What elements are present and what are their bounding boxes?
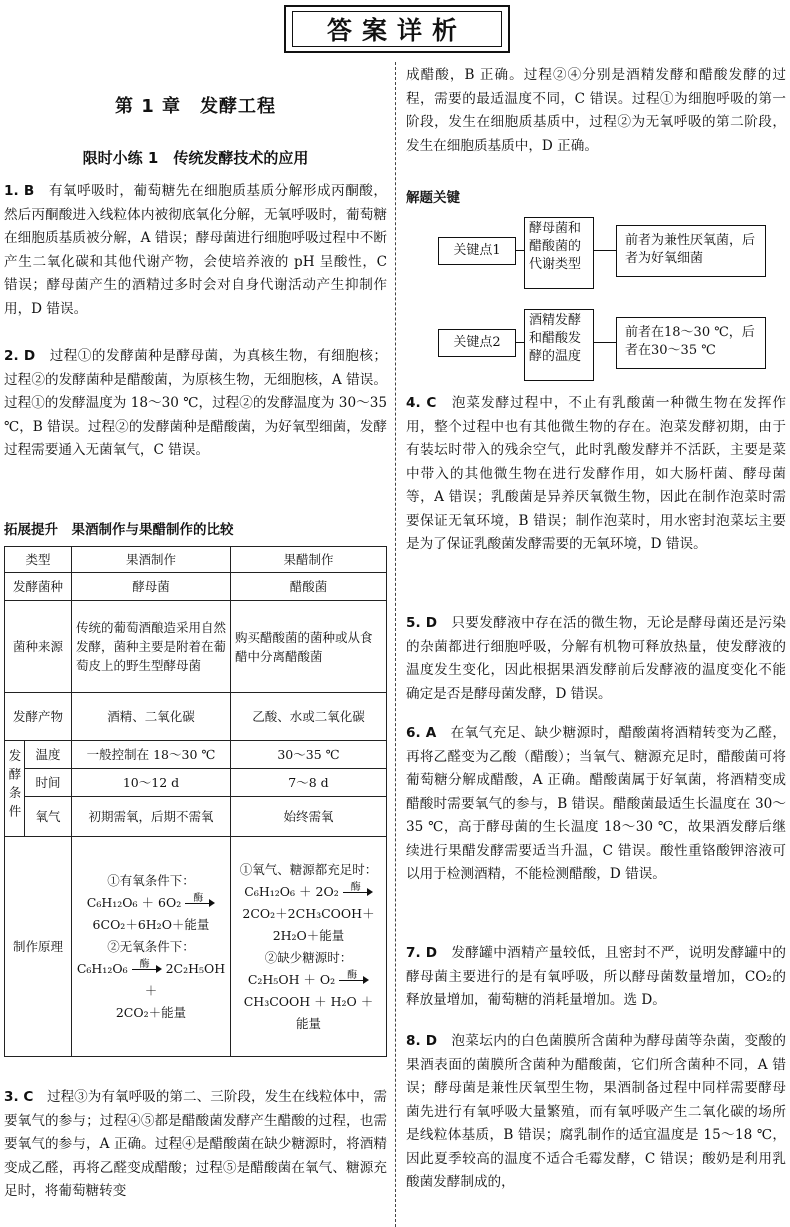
formula-text: C₆H₁₂O₆ [76, 960, 128, 976]
table-row [5, 741, 387, 769]
table-cell: 制作原理 [5, 837, 72, 1057]
conditions-label: 发酵条件 [7, 749, 22, 823]
formula-line [235, 969, 382, 991]
table-row [5, 601, 387, 693]
connector-line [516, 250, 524, 251]
answer-7-number: 7. D [406, 945, 438, 961]
table-header-cell: 果醋制作 [231, 547, 387, 573]
table-row [5, 769, 387, 797]
table-cell: 30～35 ℃ [231, 741, 387, 769]
formula-line: 2CO₂＋2CH₃COOH＋ [242, 905, 375, 921]
table-cell: 酵母菌 [72, 573, 231, 601]
formula-line: CH₃COOH ＋ H₂O ＋ [243, 993, 374, 1009]
answer-1-text: 有氧呼吸时，葡萄糖先在细胞质基质分解形成丙酮酸，然后丙酮酸进入线粒体内被彻底氧化分解，无氧呼吸时，葡萄糖在细胞质基质被分解，A 错误；酵母菌进行细胞呼吸过程中不断产生二氧化碳和其他代谢产物，会使培养液的 pH 呈酸性，C 错误；酵母菌产生的酒精过多时会对自身代谢活动产生抑制作用，D 错误。 [4, 183, 388, 317]
answer-6-text: 在氧气充足、缺少糖源时，醋酸菌将酒精转变为乙醛，再将乙醛变为乙酸（醋酸）；当氧气、糖源充足时，醋酸菌可将葡萄糖分解成醋酸，A 正确。醋酸菌属于好氧菌，将酒精变成醋酸时需要氧气的参与，B 错误。醋酸菌最适生长温度在 30～35 ℃，高于酵母菌的生长温度 18～30 ℃，故果酒发酵后继续进行果醋发酵需要适当升温，C 错误。酸性重铬酸钾溶液可以用于检测酒精，不能检测醋酸，D 错误。 [406, 725, 787, 882]
wine-formula [72, 837, 231, 1057]
table-cell: 发酵产物 [5, 693, 72, 741]
table-cell: 传统的葡萄酒酿造采用自然发酵，菌种主要是附着在葡萄皮上的野生型酵母菌 [72, 601, 231, 693]
key-point-2-detail: 前者在18～30 ℃，后者在30～35 ℃ [616, 317, 766, 369]
table-cell: 购买醋酸菌的菌种或从食醋中分离醋酸菌 [231, 601, 387, 693]
key-point-1: 关键点1 [438, 237, 516, 265]
answer-8 [406, 1030, 786, 1195]
formula-text: C₂H₅OH ＋ O₂ [247, 971, 336, 987]
table-cell: 氧气 [25, 797, 72, 837]
answer-4-text: 泡菜发酵过程中，不止有乳酸菌一种微生物在发挥作用，整个过程中也有其他微生物的存在。泡菜发酵初期，由于有装坛时带入的残余空气，此时乳酸发酵并不活跃，主要是菜中带入的其他微生物在进行发酵作用，如大肠杆菌、酵母菌等，A 错误；乳酸菌是异养厌氧微生物，因此在制作泡菜时需要保证无氧环境，B 错误；制作泡菜时，用水密封泡菜坛主要是为了保证乳酸菌发酵需要的无氧环境，D 错误。 [406, 395, 786, 552]
table-cell: 菌种来源 [5, 601, 72, 693]
table-cell: 温度 [25, 741, 72, 769]
formula-line: ②无氧条件下： [107, 938, 195, 954]
answer-7-text: 发酵罐中酒精产量较低，且密封不严，说明发酵罐中的酵母菌主要进行的是有氧呼吸，所以酵母菌数量增加，CO₂的释放量增加，葡萄糖的消耗量增加。选 D。 [406, 945, 787, 1008]
key-point-1-topic: 酵母菌和醋酸菌的代谢类型 [524, 217, 594, 289]
enzyme-arrow [343, 882, 373, 897]
answer-3-number: 3. C [4, 1089, 34, 1105]
answer-3-continued: 成醋酸，B 正确。过程②④分别是酒精发酵和醋酸发酵的过程，需要的最适温度不同，C 错误。过程①为细胞呼吸的第一阶段，发生在细胞质基质中，过程②为无氧呼吸的第二阶段，发生在细胞质基质中，D 正确。 [406, 67, 786, 154]
table-row [5, 837, 387, 1057]
comparison-table [4, 546, 387, 1057]
key-point-1-detail: 前者为兼性厌氧菌，后者为好氧细菌 [616, 225, 766, 277]
formula-text: 2C₂H₅OH＋ [144, 960, 226, 998]
answer-8-text: 泡菜坛内的白色菌膜所含菌种为酵母菌等杂菌，变酸的果酒表面的菌膜所含菌种为醋酸菌，它们所含菌种不同，A 错误；酵母菌是兼性厌氧型生物，果酒制备过程中同样需要酵母菌先进行有氧呼吸大量繁殖，而有氧呼吸产生二氧化碳的场所是线粒体基质，B 错误；腐乳制作的适宜温度是 15～18 ℃，因此夏季较高的温度不适合毛霉发酵，C 错误；酸奶是利用乳酸菌发酵制成的， [406, 1033, 787, 1190]
table-cell: 醋酸菌 [231, 573, 387, 601]
formula-line: ①氧气、糖源都充足时： [239, 861, 378, 877]
enzyme-label: 酶 [347, 970, 358, 981]
table-header-cell: 果酒制作 [72, 547, 231, 573]
enzyme-arrow [339, 970, 369, 985]
chapter-title: 第 1 章 发酵工程 [114, 96, 277, 117]
table-cell: 酒精、二氧化碳 [72, 693, 231, 741]
table-cell: 始终需氧 [231, 797, 387, 837]
formula-line [76, 958, 226, 1002]
answer-1-number: 1. B [4, 183, 35, 199]
connector-line [516, 342, 524, 343]
answer-4 [406, 392, 786, 557]
answer-4-number: 4. C [406, 395, 437, 411]
answer-6 [406, 722, 786, 887]
answer-1 [4, 180, 387, 321]
formula-line [235, 881, 382, 903]
answer-2 [4, 345, 387, 463]
table-header-cell: 类型 [5, 547, 72, 573]
formula-text: C₆H₁₂O₆ ＋ 6O₂ [86, 894, 182, 910]
answer-7 [406, 942, 786, 1013]
formula-line: 2CO₂＋能量 [115, 1004, 187, 1020]
key-points-diagram [406, 205, 786, 383]
key-point-2: 关键点2 [438, 329, 516, 357]
connector-line [594, 342, 616, 343]
answer-8-number: 8. D [406, 1033, 438, 1049]
table-cell: 7～8 d [231, 769, 387, 797]
answer-2-text: 过程①的发酵菌种是酵母菌，为真核生物，有细胞核；过程②的发酵菌种是醋酸菌，为原核生物，无细胞核，A 错误。过程①的发酵温度为 18～30 ℃，过程②的发酵温度为 30～35 ℃，B 错误。过程②的发酵菌种是醋酸菌，为好氧型细菌，发酵过程需要通入无菌氧气，C 错误。 [4, 348, 388, 458]
formula-line: 能量 [295, 1015, 321, 1031]
answer-5-number: 5. D [406, 615, 438, 631]
formula-line: ②缺少糖源时： [264, 949, 353, 965]
expand-title: 果酒制作与果醋制作的比较 [71, 522, 234, 538]
section-title: 限时小练 1 传统发酵技术的应用 [82, 149, 309, 167]
table-row [5, 573, 387, 601]
answer-5 [406, 612, 786, 706]
answer-3 [4, 1086, 387, 1204]
formula-line: 6CO₂＋6H₂O＋能量 [92, 916, 210, 932]
vinegar-formula [231, 837, 387, 1057]
column-divider [395, 62, 396, 1227]
connector-line [594, 250, 616, 251]
key-heading: 解题关键 [406, 190, 460, 206]
formula-line: 2H₂O＋能量 [272, 927, 345, 943]
table-cell: 10～12 d [72, 769, 231, 797]
answer-2-number: 2. D [4, 348, 36, 364]
answer-3-text: 过程③为有氧呼吸的第二、三阶段，发生在线粒体中，需要氧气的参与；过程④⑤都是醋酸菌发酵产生醋酸的过程，也需要氧气的参与，A 正确。过程④是醋酸菌在缺少糖源时，将酒精变成乙醛，再将乙醛变成醋酸；过程⑤是醋酸菌在氧气、糖源充足时，将葡萄糖转变 [4, 1089, 388, 1199]
table-cell: 初期需氧，后期不需氧 [72, 797, 231, 837]
table-cell [5, 741, 25, 837]
enzyme-label: 酶 [193, 893, 204, 904]
page-banner [284, 5, 510, 53]
table-row [5, 797, 387, 837]
expand-label: 拓展提升 [4, 522, 58, 538]
enzyme-arrow [185, 893, 215, 908]
table-cell: 乙酸、水或二氧化碳 [231, 693, 387, 741]
key-point-2-topic: 酒精发酵和醋酸发酵的温度 [524, 309, 594, 381]
banner-title: 答案详析 [326, 16, 467, 45]
table-cell: 发酵菌种 [5, 573, 72, 601]
enzyme-label: 酶 [139, 959, 150, 970]
table-cell: 时间 [25, 769, 72, 797]
table-row [5, 693, 387, 741]
table-cell: 一般控制在 18～30 ℃ [72, 741, 231, 769]
enzyme-arrow [132, 959, 162, 974]
table-row [5, 547, 387, 573]
answer-6-number: 6. A [406, 725, 437, 741]
enzyme-label: 酶 [350, 882, 361, 893]
formula-line: ①有氧条件下： [107, 872, 195, 888]
formula-line [76, 892, 226, 914]
expand-heading [4, 518, 234, 538]
formula-text: C₆H₁₂O₆ ＋ 2O₂ [244, 883, 339, 899]
answer-5-text: 只要发酵液中存在活的微生物，无论是酵母菌还是污染的杂菌都进行细胞呼吸，分解有机物可释放热量，使发酵液的温度发生变化，因此根据果酒发酵前后发酵液的温度变化不能确定是否是酵母菌发酵，D 错误。 [406, 615, 787, 702]
